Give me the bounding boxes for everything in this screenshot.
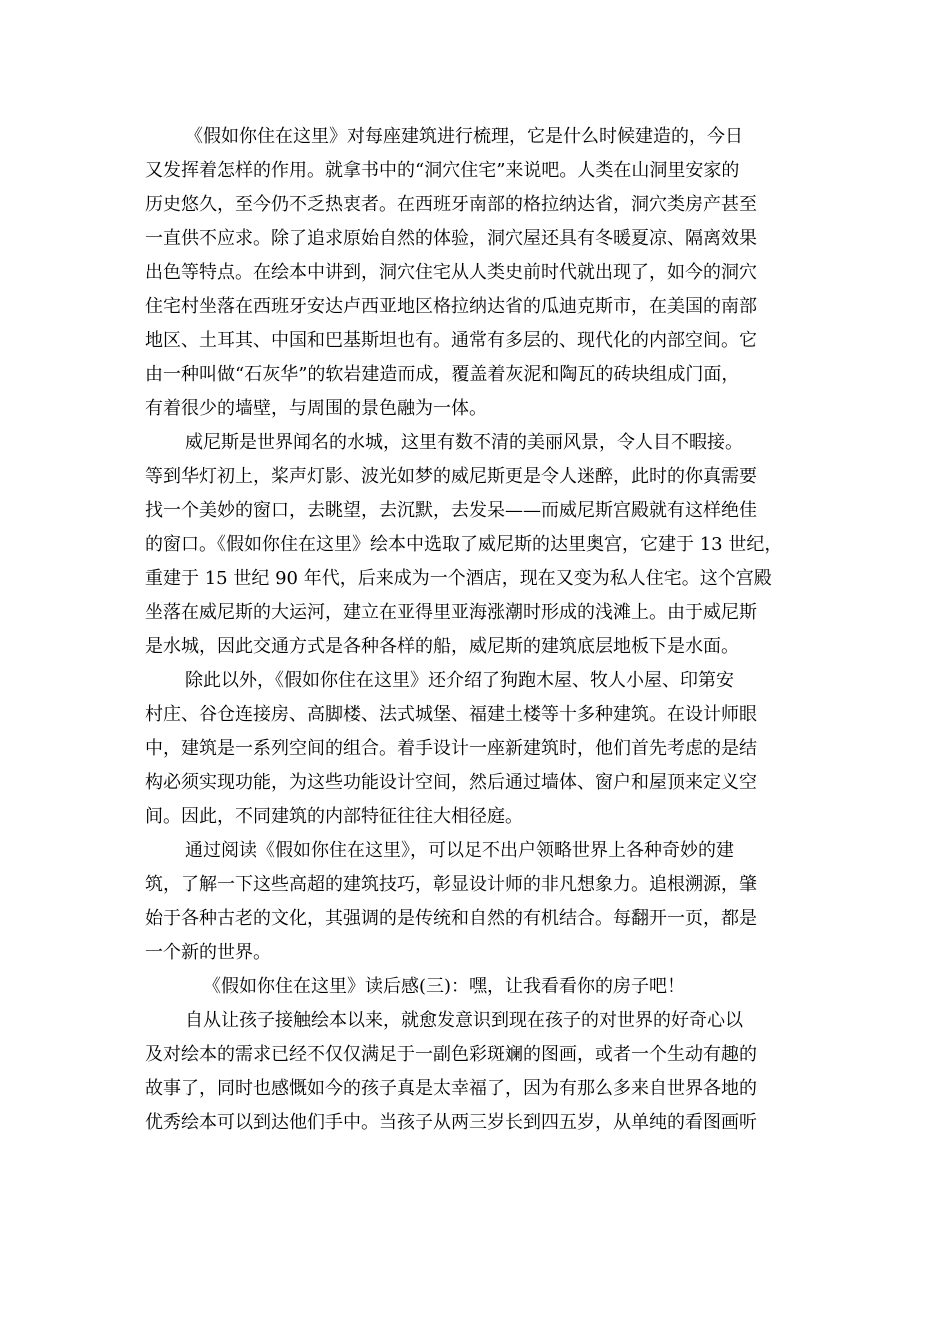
document-body (145, 120, 815, 1140)
text-line: 又发挥着怎样的作用。就拿书中的“洞穴住宅”来说吧。人类在山洞里安家的 (145, 160, 740, 181)
text-line: 的窗口。《假如你住在这里》绘本中选取了威尼斯的达里奥宫，它建于 13 世纪， (145, 534, 783, 555)
text-line: 等到华灯初上，桨声灯影、波光如梦的威尼斯更是令人迷醉，此时的你真需要 (145, 466, 757, 487)
text-line: 坐落在威尼斯的大运河，建立在亚得里亚海涨潮时形成的浅滩上。由于威尼斯 (145, 602, 757, 623)
text-line: 重建于 15 世纪 90 年代，后来成为一个酒店，现在又变为私人住宅。这个宫殿 (145, 568, 772, 589)
section-heading: 《假如你住在这里》读后感(三)：嘿，让我看看你的房子吧！ (203, 976, 686, 997)
text-line: 村庄、谷仓连接房、高脚楼、法式城堡、福建土楼等十多种建筑。在设计师眼 (145, 704, 757, 725)
text-line: 除此以外，《假如你住在这里》还介绍了狗跑木屋、牧人小屋、印第安 (185, 670, 734, 691)
text-line: 由一种叫做“石灰华”的软岩建造而成，覆盖着灰泥和陶瓦的砖块组成门面， (145, 364, 740, 385)
text-line: 找一个美妙的窗口，去眺望，去沉默，去发呆——而威尼斯宫殿就有这样绝佳 (145, 500, 757, 521)
text-line: 及对绘本的需求已经不仅仅满足于一副色彩斑斓的图画，或者一个生动有趣的 (145, 1044, 757, 1065)
text-line: 一个新的世界。 (145, 942, 271, 963)
text-line: 历史悠久，至今仍不乏热衷者。在西班牙南部的格拉纳达省，洞穴类房产甚至 (145, 194, 757, 215)
text-line: 是水城，因此交通方式是各种各样的船，威尼斯的建筑底层地板下是水面。 (145, 636, 739, 657)
text-line: 住宅村坐落在西班牙安达卢西亚地区格拉纳达省的瓜迪克斯市，在美国的南部 (145, 296, 757, 317)
text-line: 有着很少的墙壁，与周围的景色融为一体。 (145, 398, 487, 419)
text-line: 中，建筑是一系列空间的组合。着手设计一座新建筑时，他们首先考虑的是结 (145, 738, 757, 759)
text-line: 自从让孩子接触绘本以来，就愈发意识到现在孩子的对世界的好奇心以 (185, 1010, 743, 1031)
text-line: 优秀绘本可以到达他们手中。当孩子从两三岁长到四五岁，从单纯的看图画听 (145, 1112, 757, 1133)
text-line: 威尼斯是世界闻名的水城，这里有数不清的美丽风景，令人目不暇接。 (185, 432, 743, 453)
text-line: 通过阅读《假如你住在这里》，可以足不出户领略世界上各种奇妙的建 (185, 840, 734, 861)
text-line: 出色等特点。在绘本中讲到，洞穴住宅从人类史前时代就出现了，如今的洞穴 (145, 262, 757, 283)
text-line: 筑，了解一下这些高超的建筑技巧，彰显设计师的非凡想象力。追根溯源，肇 (145, 874, 757, 895)
text-line: 故事了，同时也感慨如今的孩子真是太幸福了，因为有那么多来自世界各地的 (145, 1078, 757, 1099)
text-line: 间。因此，不同建筑的内部特征往往大相径庭。 (145, 806, 523, 827)
text-line: 《假如你住在这里》对每座建筑进行梳理，它是什么时候建造的，今日 (185, 126, 743, 147)
text-line: 构必须实现功能，为这些功能设计空间，然后通过墙体、窗户和屋顶来定义空 (145, 772, 757, 793)
text-line: 地区、土耳其、中国和巴基斯坦也有。通常有多层的、现代化的内部空间。它 (145, 330, 757, 351)
text-line: 始于各种古老的文化，其强调的是传统和自然的有机结合。每翻开一页，都是 (145, 908, 757, 929)
text-line: 一直供不应求。除了追求原始自然的体验，洞穴屋还具有冬暖夏凉、隔离效果 (145, 228, 757, 249)
